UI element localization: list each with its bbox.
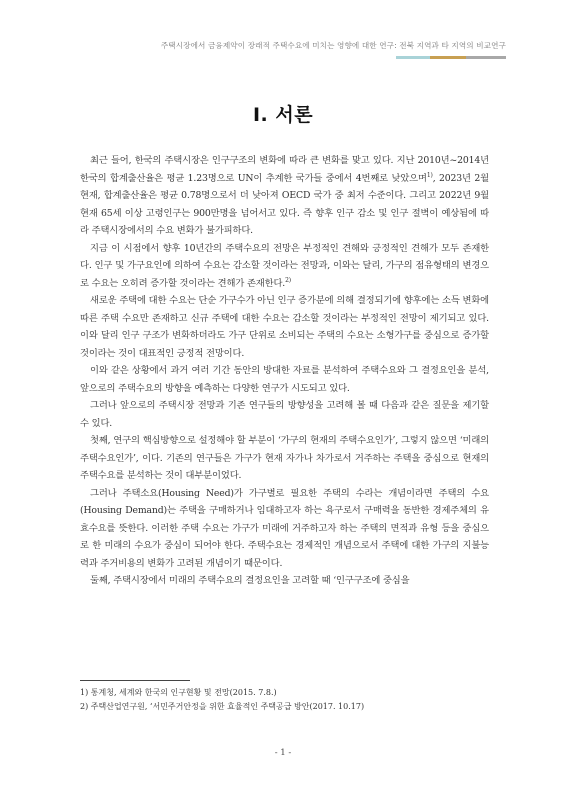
- footnote-mark-1[interactable]: 1): [426, 171, 433, 179]
- chapter-title: I. 서론: [252, 104, 314, 126]
- body-text: [80, 152, 489, 590]
- footnote-2: 2) 주택산업연구원, ‘서민주거안정을 위한 효율적인 주택공급 방안(2017. 10.17): [80, 702, 365, 711]
- paragraph-2-text: 지금 이 시점에서 향후 10년간의 주택수요의 전망은 부정적인 견해와 긍정적인 견해가 모두 존재한다. 인구 및 가구요인에 의하여 수요는 감소할 것이라는 전망과, 이와는 달리, 가구의 점유형태의 변경으로 수요는 오히려 증가할 것이라는 견해가 존재한다.: [80, 242, 489, 289]
- footnote-mark-2[interactable]: 2): [285, 276, 291, 284]
- header-color-bars: [396, 56, 506, 59]
- paragraph-2: [80, 240, 489, 293]
- paragraph-5: 그러나 앞으로의 주택시장 전망과 기존 연구들의 방향성을 고려해 볼 때 다음과 같은 질문을 제기할 수 있다.: [80, 400, 489, 429]
- page-number: - 1 -: [274, 748, 292, 758]
- paragraph-8: 둘째, 주택시장에서 미래의 주택수요의 결정요인을 고려할 때 ‘인구구조에 중심을: [90, 575, 410, 586]
- paragraph-3: 새로운 주택에 대한 수요는 단순 가구수가 아닌 인구 증가분에 의해 결정되기에 향후에는 소득 변화에 따른 주택 수요만 존재하고 신규 주택에 대한 수요는 감소할 것이라는 부정적인 전망이 제기되고 있다. 이와 달리 인구 구조가 변화하더라도 가구 단위로 소비되는 주택의 수요는 소형가구를 중심으로 증가할 것이라는 것이 대표적인 긍정적 전망이다.: [80, 295, 489, 359]
- paragraph-7: 그러나 주택소요(Housing Need)가 가구별로 필요한 주택의 수라는 개념이라면 주택의 수요(Housing Demand)는 주택을 구매하거나 임대하고자 하는 욕구로서 구매력을 동반한 경제주체의 유효수요를 뜻한다. 이러한 주택 수요는 가구가 미래에 거주하고자 하는 주택의 면적과 유형 등을 중심으로 한 미래의 수요가 중심이 되어야 한다. 주택수요는 경제적인 개념으로서 주택에 대한 가구의 지불능력과 주거비용의 변화가 고려된 개념이기 때문이다.: [80, 487, 489, 569]
- paragraph-1-continuation: , 2023년 2월 현재, 합계출산율은 평균 0.78명으로서 더 낮아져 OECD 국가 중 최저 수준이다. 그리고 2022년 9월 현재 65세 이상 고령인구는 900만명을 넘어서고 있다. 즉 향후 인구 감소 및 인구 절벽이 예상됨에 따라 주택시장에서의 수요 변화가 불가피하다.: [80, 172, 489, 236]
- header-bar-gray: [466, 56, 506, 59]
- running-header: 주택시장에서 금융제약이 장래적 주택수요에 미치는 영향에 대한 연구: 전북 지역과 타 지역의 비교연구: [160, 41, 506, 50]
- footnote-divider: [80, 680, 190, 681]
- header-bar-gold: [430, 56, 466, 59]
- paragraph-1-text: 최근 들어, 한국의 주택시장은 인구구조의 변화에 따라 큰 변화를 맞고 있다. 지난 2010년~2014년 한국의 합계출산율은 평균 1.23명으로 UN이 추계한 국가들 중에서 4번째로 낮았으며: [80, 155, 489, 184]
- paragraph-6: 첫째, 연구의 핵심방향으로 설정해야 할 부분이 ‘가구의 현재의 주택수요인가’, 그렇지 않으면 ‘미래의 주택수요인가’, 이다. 기존의 연구들은 가구가 현재 자가나 차가로서 거주하는 주택을 중심으로 현재의 주택수요를 분석하는 것이 대부분이었다.: [80, 435, 489, 481]
- paragraph-4: 이와 같은 상황에서 과거 여러 기간 동안의 방대한 자료를 분석하여 주택수요와 그 결정요인을 분석, 앞으로의 주택수요의 방향을 예측하는 다양한 연구가 시도되고 있다.: [80, 365, 489, 394]
- footnotes: [80, 686, 500, 714]
- header-bar-teal: [396, 56, 430, 59]
- footnote-1: 1) 통계청, 세계와 한국의 인구현황 및 전망(2015. 7.8.): [80, 688, 277, 697]
- paragraph-1: [80, 152, 489, 240]
